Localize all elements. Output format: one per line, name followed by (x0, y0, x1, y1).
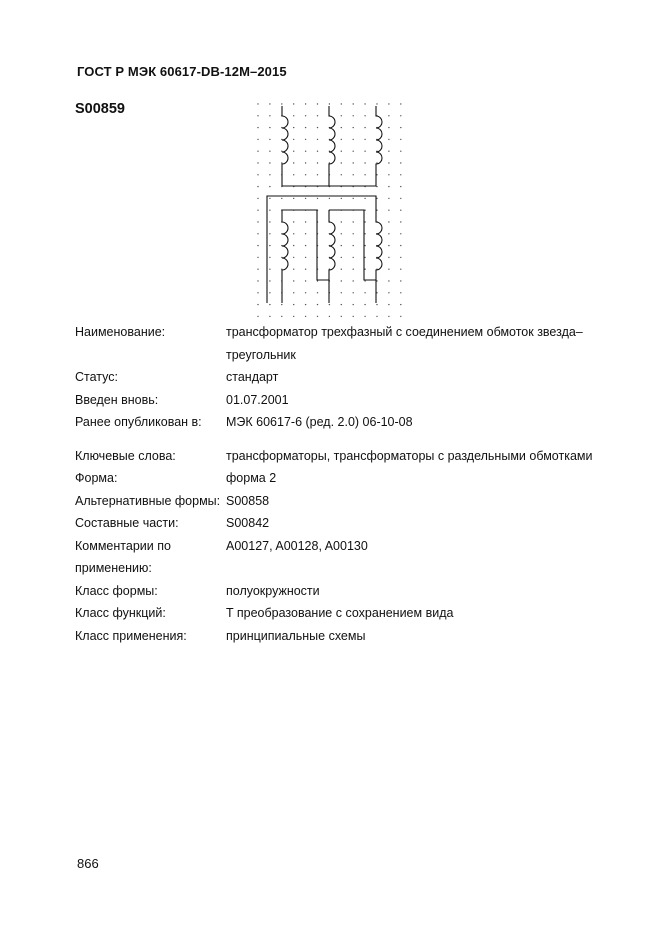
grid-dot (305, 245, 306, 246)
grid-dot (305, 174, 306, 175)
grid-dot (388, 210, 389, 211)
property-value: трансформаторы, трансформаторы с раздельными обмотками (226, 448, 593, 463)
grid-dot (305, 316, 306, 317)
grid-dot (364, 257, 365, 258)
property-label: Класс применения: (75, 628, 187, 643)
grid-dot (269, 139, 270, 140)
property-label: Ранее опубликован в: (75, 415, 202, 429)
grid-dot (317, 198, 318, 199)
property-row-application-class (75, 625, 595, 648)
grid-dot (353, 280, 354, 281)
grid-dot (341, 115, 342, 116)
property-label: Статус: (75, 370, 118, 384)
grid-dot (353, 198, 354, 199)
grid-dot (388, 174, 389, 175)
grid-dot (400, 269, 401, 270)
grid-dot (341, 292, 342, 293)
property-value: S00842 (226, 516, 270, 530)
grid-dot (341, 245, 342, 246)
grid-dot (269, 127, 270, 128)
property-label: Ключевые слова: (75, 448, 176, 463)
grid-dot (400, 186, 401, 187)
grid-dot (257, 269, 258, 270)
grid-dot (364, 139, 365, 140)
property-label: Составные части: (75, 516, 179, 530)
grid-dot (317, 103, 318, 104)
grid-dot (293, 304, 294, 305)
grid-dot (388, 280, 389, 281)
grid-dot (341, 174, 342, 175)
grid-dot (353, 257, 354, 258)
grid-dot (317, 292, 318, 293)
grid-dot (400, 103, 401, 104)
grid-dot (364, 174, 365, 175)
grid-dot (353, 127, 354, 128)
grid-dot (257, 103, 258, 104)
grid-dot (293, 221, 294, 222)
grid-dot (281, 198, 282, 199)
grid-dot (257, 139, 258, 140)
grid-dot (257, 221, 258, 222)
property-row-form (75, 467, 595, 490)
grid-dot (257, 186, 258, 187)
grid-dot (388, 186, 389, 187)
grid-dot (269, 233, 270, 234)
grid-dot (341, 280, 342, 281)
grid-dot (257, 292, 258, 293)
grid-dot (257, 304, 258, 305)
grid-dot (293, 127, 294, 128)
grid-dot (341, 151, 342, 152)
grid-dot (364, 127, 365, 128)
grid-dot (400, 233, 401, 234)
grid-dot (341, 139, 342, 140)
grid-dot (281, 304, 282, 305)
grid-dot (269, 316, 270, 317)
grid-dot (388, 304, 389, 305)
grid-dot (269, 269, 270, 270)
grid-dot (400, 139, 401, 140)
grid-dot (353, 162, 354, 163)
grid-dot (400, 316, 401, 317)
page-number: 866 (77, 856, 99, 871)
grid-dot (269, 245, 270, 246)
property-value: T преобразование с сохранением вида (226, 606, 454, 620)
grid-dot (353, 115, 354, 116)
grid-dot (293, 162, 294, 163)
grid-dot (329, 304, 330, 305)
grid-dot (388, 162, 389, 163)
grid-dot (400, 174, 401, 175)
property-row-published (75, 411, 595, 434)
property-row-introduced (75, 389, 595, 412)
grid-dot (257, 174, 258, 175)
grid-dot (341, 127, 342, 128)
property-value: МЭК 60617-6 (ред. 2.0) 06-10-08 (226, 415, 413, 429)
properties-table (75, 321, 595, 647)
grid-dot (305, 233, 306, 234)
grid-dot (293, 103, 294, 104)
grid-dot (388, 151, 389, 152)
grid-dot (341, 304, 342, 305)
grid-dot (364, 103, 365, 104)
grid-dot (305, 127, 306, 128)
grid-dot (257, 198, 258, 199)
property-label: Наименование: (75, 325, 166, 339)
property-value: форма 2 (226, 471, 277, 485)
grid-dot (293, 292, 294, 293)
grid-dot (305, 103, 306, 104)
grid-dot (317, 174, 318, 175)
grid-dot (400, 280, 401, 281)
grid-dot (269, 174, 270, 175)
grid-dot (400, 210, 401, 211)
grid-dot (388, 316, 389, 317)
grid-dot (364, 210, 365, 211)
grid-dot (400, 127, 401, 128)
grid-dot (269, 221, 270, 222)
grid-dot (269, 115, 270, 116)
grid-dot (293, 245, 294, 246)
grid-dot (293, 316, 294, 317)
grid-dot (293, 115, 294, 116)
grid-dot (257, 245, 258, 246)
secondary-windings (267, 196, 382, 303)
property-row-name (75, 321, 595, 366)
property-value: полуокружности (226, 583, 320, 598)
grid-dot (269, 210, 270, 211)
grid-dot (257, 210, 258, 211)
grid-dot (341, 316, 342, 317)
transformer-symbol (250, 98, 410, 320)
grid-dot (353, 316, 354, 317)
grid-dot (341, 198, 342, 199)
grid-dot (388, 127, 389, 128)
grid-dot (364, 198, 365, 199)
grid-dot (388, 198, 389, 199)
grid-dot (353, 269, 354, 270)
grid-dot (376, 304, 377, 305)
grid-dot (400, 221, 401, 222)
grid-dot (281, 316, 282, 317)
grid-dot (388, 269, 389, 270)
grid-dot (257, 316, 258, 317)
property-value: стандарт (226, 370, 279, 384)
property-label: Форма: (75, 471, 118, 485)
grid-dot (257, 257, 258, 258)
grid-dot (305, 269, 306, 270)
property-label: Введен вновь: (75, 392, 159, 407)
grid-dot (388, 139, 389, 140)
grid-dot (257, 115, 258, 116)
grid-dot (388, 221, 389, 222)
grid-dot (400, 245, 401, 246)
grid-dot (293, 174, 294, 175)
grid-dot (305, 198, 306, 199)
grid-dot (364, 221, 365, 222)
grid-dot (305, 151, 306, 152)
grid-dot (376, 103, 377, 104)
grid-dot (388, 103, 389, 104)
grid-dot (269, 280, 270, 281)
grid-dot (305, 139, 306, 140)
grid-dot (329, 198, 330, 199)
grid-dot (269, 103, 270, 104)
grid-dot (341, 221, 342, 222)
grid-dot (293, 233, 294, 234)
grid-dot (293, 139, 294, 140)
property-value: 01.07.2001 (226, 392, 289, 407)
grid-dot (353, 151, 354, 152)
grid-dot (400, 304, 401, 305)
property-value: принципиальные схемы (226, 628, 366, 643)
grid-dot (269, 151, 270, 152)
grid-dot (317, 162, 318, 163)
grid-dot (305, 221, 306, 222)
primary-windings (282, 106, 382, 186)
grid-dot (364, 269, 365, 270)
grid-dot (305, 115, 306, 116)
grid-dot (388, 245, 389, 246)
grid-dot (353, 174, 354, 175)
grid-dot (364, 233, 365, 234)
grid-dot (400, 162, 401, 163)
grid-dot (257, 127, 258, 128)
grid-dot (257, 233, 258, 234)
grid-dot (364, 162, 365, 163)
grid-dot (388, 115, 389, 116)
grid-dot (388, 233, 389, 234)
grid-dot (353, 233, 354, 234)
grid-dot (305, 304, 306, 305)
property-value: A00127, A00128, A00130 (226, 538, 368, 553)
grid-dot (305, 280, 306, 281)
property-row-status (75, 366, 595, 389)
grid-dot (317, 127, 318, 128)
property-row-function-class (75, 602, 595, 625)
grid-dot (317, 115, 318, 116)
grid-dot (364, 115, 365, 116)
spacer (75, 434, 595, 445)
grid-dot (269, 292, 270, 293)
grid-dot (400, 198, 401, 199)
grid-dot (269, 186, 270, 187)
grid-dot (269, 162, 270, 163)
property-row-form-class (75, 580, 595, 603)
grid-dot (329, 103, 330, 104)
property-label: Класс функций: (75, 606, 166, 620)
grid-dot (353, 139, 354, 140)
grid-dot (353, 103, 354, 104)
grid-dot (364, 304, 365, 305)
grid-dot (353, 245, 354, 246)
grid-dot (317, 139, 318, 140)
grid-dot (293, 198, 294, 199)
grid-dot (269, 304, 270, 305)
grid-dot (353, 304, 354, 305)
grid-dot (329, 316, 330, 317)
grid-dot (353, 221, 354, 222)
grid-dot (341, 233, 342, 234)
grid-dot (257, 151, 258, 152)
document-header: ГОСТ Р МЭК 60617-DB-12M–2015 (77, 64, 287, 79)
grid-dot (281, 103, 282, 104)
grid-dot (341, 257, 342, 258)
grid-dot (317, 151, 318, 152)
grid-dot (317, 304, 318, 305)
grid-dot (293, 257, 294, 258)
property-label: Комментарии по применению: (75, 538, 171, 575)
grid-dot (293, 269, 294, 270)
property-row-keywords (75, 445, 595, 468)
grid-dot (257, 280, 258, 281)
grid-dot (293, 151, 294, 152)
property-row-alternative-forms (75, 490, 595, 513)
property-row-components (75, 512, 595, 535)
grid-dot (305, 292, 306, 293)
grid-dot (364, 292, 365, 293)
grid-dot (353, 292, 354, 293)
symbol-code: S00859 (75, 101, 125, 117)
grid-dot (305, 257, 306, 258)
property-label: Класс формы: (75, 583, 158, 598)
grid-dot (269, 257, 270, 258)
grid-dot (400, 115, 401, 116)
property-value: трансформатор трехфазный с соединением обмоток звезда–треугольник (226, 325, 583, 362)
grid-dot (364, 245, 365, 246)
grid-dot (293, 280, 294, 281)
grid-dot (400, 257, 401, 258)
grid-dot (341, 103, 342, 104)
grid-dot (269, 198, 270, 199)
grid-dot (305, 162, 306, 163)
grid-dot (341, 269, 342, 270)
grid-dot (388, 257, 389, 258)
grid-dot (341, 162, 342, 163)
grid-dot (317, 316, 318, 317)
property-value: S00858 (226, 493, 270, 508)
grid-dot (257, 162, 258, 163)
property-label: Альтернативные формы: (75, 493, 221, 508)
grid-dot (400, 292, 401, 293)
grid-dot (388, 292, 389, 293)
grid-dot (364, 316, 365, 317)
grid-dot (376, 316, 377, 317)
grid-dot (364, 151, 365, 152)
property-row-comments (75, 535, 595, 580)
grid-dot (400, 151, 401, 152)
